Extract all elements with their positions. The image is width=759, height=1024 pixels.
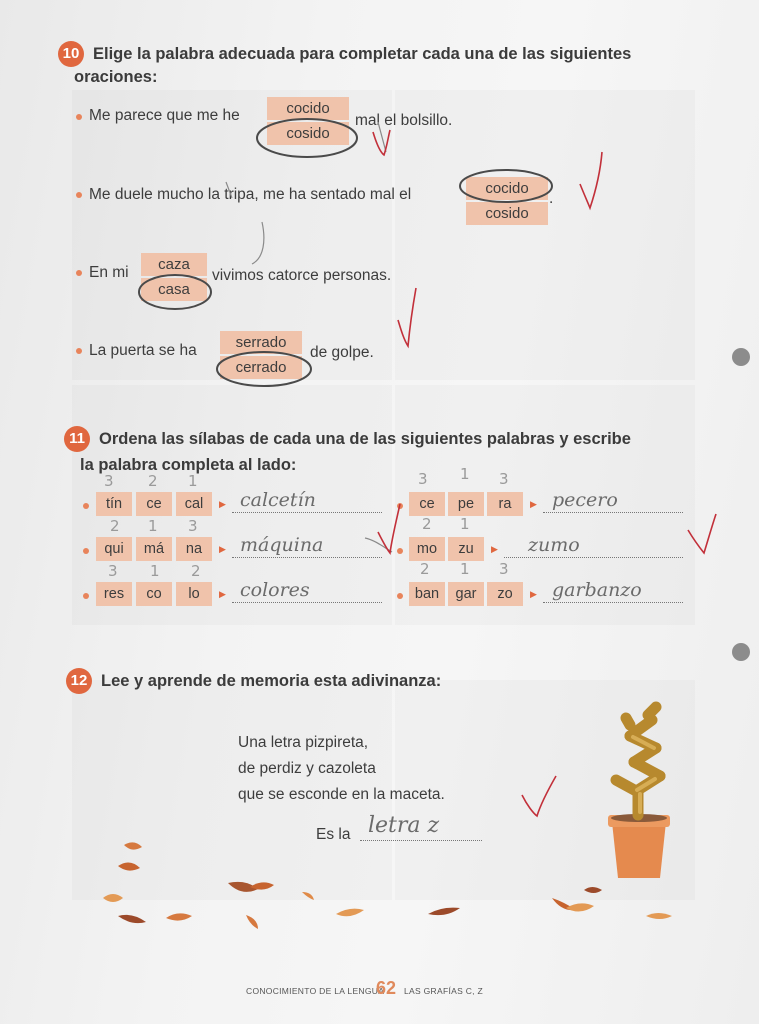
arrow-icon: ▶	[530, 499, 537, 509]
syllable-tile: zo	[487, 582, 523, 606]
page-number: 62	[376, 978, 397, 998]
leaf-icon	[584, 887, 602, 893]
footer-topic: LAS GRAFÍAS C, Z	[404, 986, 483, 996]
sentence-4-before: La puerta se ha	[89, 342, 197, 359]
option-serrado[interactable]: serrado	[220, 331, 302, 354]
leaf-icon	[166, 913, 192, 920]
syllable-tile: lo	[176, 582, 212, 606]
syllable-tile: ce	[409, 492, 445, 516]
order-number: 1	[460, 465, 470, 483]
exercise-11-number: 11	[64, 426, 90, 452]
syllable-tile: ce	[136, 492, 172, 516]
handwritten-answer: calcetín	[240, 489, 316, 511]
syllable-tile: cal	[176, 492, 212, 516]
sentence-4-after: de golpe.	[310, 344, 374, 361]
arrow-icon: ▶	[530, 589, 537, 599]
order-number: 3	[104, 472, 114, 490]
riddle-answer-prefix: Es la	[316, 826, 351, 843]
leaf-icon	[428, 908, 460, 916]
answer-circle	[139, 275, 211, 309]
order-number: 1	[460, 560, 470, 578]
syllable-tile: pe	[448, 492, 484, 516]
syllable-tile: na	[176, 537, 212, 561]
pencil-stroke	[226, 182, 232, 198]
order-number: 2	[110, 517, 120, 535]
leaf-icon	[118, 862, 140, 870]
order-number: 3	[188, 517, 198, 535]
exercise-10-instruction-cont: oraciones:	[74, 68, 158, 86]
order-number: 2	[422, 515, 432, 533]
check-mark-icon	[522, 776, 556, 816]
answer-circle	[217, 352, 311, 386]
leaf-icon	[246, 915, 258, 929]
leaf-icon	[118, 915, 146, 923]
leaf-icon	[103, 894, 123, 902]
order-number: 1	[460, 515, 470, 533]
syllable-tile: co	[136, 582, 172, 606]
exercise-11-instruction-cont: la palabra completa al lado:	[80, 456, 297, 474]
syllable-tile: gar	[448, 582, 484, 606]
leaf-icon	[302, 892, 314, 900]
riddle-line: que se esconde en la maceta.	[238, 786, 445, 803]
exercise-10-number: 10	[58, 41, 84, 67]
option-casa[interactable]: casa	[141, 278, 207, 301]
answer-circle	[257, 119, 357, 157]
exercise-12-number: 12	[66, 668, 92, 694]
syllable-tile: tín	[96, 492, 132, 516]
arrow-icon: ▶	[491, 544, 498, 554]
syllable-tile: má	[136, 537, 172, 561]
syllable-tile: qui	[96, 537, 132, 561]
answer-circle	[460, 170, 552, 202]
sentence-2-before: Me duele mucho la tripa, me ha sentado mal el	[89, 186, 412, 203]
arrow-icon: ▶	[219, 544, 226, 554]
sentence-1-after: mal el bolsillo.	[355, 112, 453, 129]
check-mark-icon	[688, 514, 716, 553]
leaf-icon	[566, 903, 594, 911]
order-number: 3	[499, 560, 509, 578]
riddle-line: Una letra pizpireta,	[238, 734, 369, 751]
order-number: 2	[191, 562, 201, 580]
option-cerrado[interactable]: cerrado	[220, 356, 302, 379]
arrow-icon: ▶	[219, 499, 226, 509]
sentence-1-before: Me parece que me he	[89, 107, 240, 124]
exercise-10-instruction: Elige la palabra adecuada para completar cada una de las siguientes	[93, 45, 632, 63]
option-caza[interactable]: caza	[141, 253, 207, 276]
check-mark-icon	[398, 288, 416, 346]
riddle-line: de perdiz y cazoleta	[238, 760, 376, 777]
option-cosido[interactable]: cosido	[466, 202, 548, 225]
footer-section: CONOCIMIENTO DE LA LENGUA	[246, 986, 385, 996]
handwritten-answer: colores	[240, 579, 310, 601]
sentence-3-after: vivimos catorce personas.	[212, 267, 392, 284]
order-number: 1	[148, 517, 158, 535]
order-number: 2	[420, 560, 430, 578]
handwritten-answer: pecero	[552, 489, 618, 511]
pencil-stroke	[252, 222, 264, 264]
exercise-12-instruction: Lee y aprende de memoria esta adivinanza:	[101, 672, 442, 690]
sentence-2-after: .	[549, 190, 554, 207]
handwritten-answer: máquina	[240, 534, 324, 556]
order-number: 3	[108, 562, 118, 580]
syllable-tile: ban	[409, 582, 445, 606]
check-mark-icon	[580, 152, 602, 208]
order-number: 2	[148, 472, 158, 490]
leaf-icon	[336, 909, 364, 917]
option-cosido[interactable]: cosido	[267, 122, 349, 145]
handwritten-answer: zumo	[528, 534, 580, 556]
order-number: 3	[418, 470, 428, 488]
option-cocido[interactable]: cocido	[267, 97, 349, 120]
leaf-icon	[646, 913, 672, 919]
sentence-3-before: En mi	[89, 264, 129, 281]
cactus-illustration	[608, 707, 670, 878]
order-number: 1	[188, 472, 198, 490]
syllable-tile: zu	[448, 537, 484, 561]
handwritten-answer: garbanzo	[552, 579, 642, 601]
syllable-tile: res	[96, 582, 132, 606]
handwritten-answer: letra z	[368, 813, 440, 838]
leaf-icon	[124, 842, 142, 849]
exercise-11-instruction: Ordena las sílabas de cada una de las siguientes palabras y escribe	[99, 430, 631, 448]
option-cocido[interactable]: cocido	[466, 177, 548, 200]
arrow-icon: ▶	[219, 589, 226, 599]
syllable-tile: ra	[487, 492, 523, 516]
order-number: 3	[499, 470, 509, 488]
syllable-tile: mo	[409, 537, 445, 561]
leaves-decoration	[103, 842, 672, 929]
order-number: 1	[150, 562, 160, 580]
